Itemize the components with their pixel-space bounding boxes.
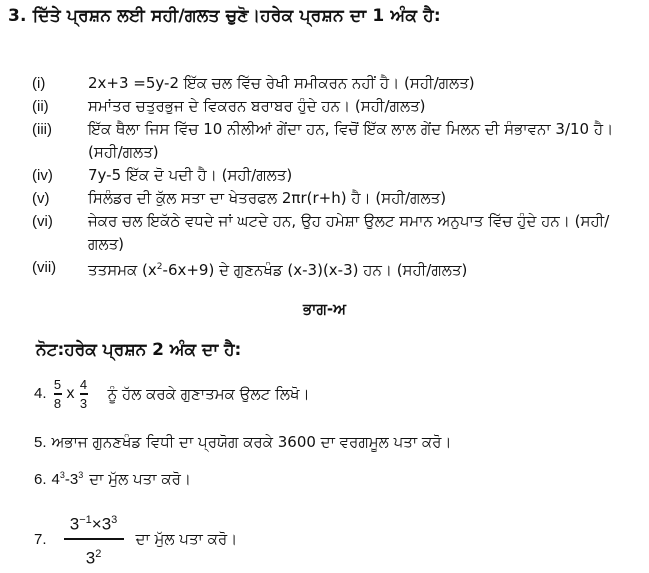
text-part: -6x+9) ਦੇ ਗੁਣਨਖੰਡ (x-3)(x-3) ਹਨ। (ਸਹੀ/ਗਲਤ) — [162, 261, 468, 279]
exponent: 3 — [111, 514, 118, 526]
section-title: ਭਾਗ-ਅ — [302, 300, 347, 318]
item-text: ਸਮਾਂਤਰ ਚਤੁਰਭੁਜ ਦੇ ਵਿਕਰਨ ਬਰਾਬਰ ਹੁੰਦੇ ਹਨ। (ਸਹੀ/ਗਲਤ) — [88, 97, 426, 115]
question-number: 4. — [34, 385, 47, 403]
section-3-heading: 3. ਦਿੱਤੇ ਪ੍ਰਸ਼ਨ ਲਈ ਸਹੀ/ਗਲਤ ਚੁਣੋ।ਹਰੇਕ ਪ੍ਰਸ਼ਨ ਦਾ 1 ਅੰਕ ਹੈ: — [8, 6, 441, 26]
question-number: 7. — [34, 530, 47, 548]
base: 3 — [101, 514, 112, 534]
question-text: ਅਭਾਜ ਗੁਨਣਖੰਡ ਵਿਧੀ ਦਾ ਪ੍ਰਯੋਗ ਕਰਕੇ 3600 ਦਾ ਵਰਗਮੂਲ ਪਤਾ ਕਰੋ। — [51, 433, 452, 451]
list-item — [32, 187, 642, 210]
list-item — [32, 95, 642, 118]
exponent: 2 — [95, 547, 102, 560]
item-number: (v) — [32, 190, 50, 207]
question-number: 5. — [34, 433, 47, 451]
question-text: ਦਾ ਮੁੱਲ ਪਤਾ ਕਰੋ। — [135, 530, 238, 549]
item-text: ਜੇਕਰ ਚਲ ਇਕੱਠੇ ਵਧਦੇ ਜਾਂ ਘਟਦੇ ਹਨ, ਉਹ ਹਮੇਸ਼ਾ ਉਲਟ ਸਮਾਨ ਅਨੁਪਾਤ ਵਿੱਚ ਹੁੰਦੇ ਹਨ। (ਸਹੀ/ਗਲਤ) — [88, 212, 610, 253]
list-item — [32, 164, 642, 187]
denominator: 3 — [79, 395, 88, 411]
denominator: 8 — [53, 395, 62, 411]
list-item — [32, 210, 642, 256]
list-item — [32, 256, 642, 282]
item-number: (iii) — [32, 121, 52, 138]
numerator: 5 — [53, 377, 62, 392]
numerator: 4 — [79, 377, 88, 392]
base: 3 — [69, 514, 80, 534]
fraction — [64, 510, 124, 568]
times-sign: × — [91, 514, 102, 534]
item-number: (vi) — [32, 213, 53, 230]
superscript: 2 — [156, 262, 163, 272]
question-5 — [34, 433, 452, 451]
item-number: (i) — [32, 75, 46, 92]
true-false-list — [32, 72, 642, 282]
base: 3 — [85, 548, 96, 568]
item-text: ਸਿਲੰਡਰ ਦੀ ਕੁੱਲ ਸਤਾ ਦਾ ਖੇਤਰਫਲ 2πr(r+h) ਹੈ। (ਸਹੀ/ਗਲਤ) — [88, 189, 447, 207]
exponent: −1 — [79, 514, 92, 526]
fraction-bar — [80, 393, 88, 395]
fraction — [80, 377, 88, 411]
exponent: 3 — [78, 470, 84, 480]
exponent: 3 — [59, 470, 65, 480]
item-number: (vii) — [32, 259, 57, 276]
item-text: 7y-5 ਇੱਕ ਦੋ ਪਦੀ ਹੈ। (ਸਹੀ/ਗਲਤ) — [88, 166, 293, 184]
times-sign: x — [66, 384, 75, 402]
item-text: ਇੱਕ ਥੈਲਾ ਜਿਸ ਵਿੱਚ 10 ਨੀਲੀਆਂ ਗੇਂਦਾ ਹਨ, ਵਿਚੋਂ ਇੱਕ ਲਾਲ ਗੇਂਦ ਮਿਲਨ ਦੀ ਸੰਭਾਵਨਾ 3/10 ਹੈ।(ਸਹੀ/ਗਲਤ) — [88, 120, 614, 161]
base: 4 — [51, 471, 60, 488]
expression — [52, 470, 84, 488]
item-number: (ii) — [32, 98, 49, 115]
text-part: ਤਤਸਮਕ (x — [88, 261, 157, 279]
item-number: (iv) — [32, 167, 53, 184]
fraction — [54, 377, 62, 411]
question-text: ਦਾ ਮੁੱਲ ਪਤਾ ਕਰੋ। — [89, 470, 191, 488]
question-4 — [34, 377, 310, 411]
minus-sign: - — [64, 471, 70, 488]
question-text: ਨੂੰ ਹੱਲ ਕਰਕੇ ਗੁਣਾਤਮਕ ਉਲਟ ਲਿਖੋ। — [107, 384, 310, 403]
question-6 — [34, 470, 191, 488]
list-item — [32, 72, 642, 95]
note-heading: ਨੋਟ:ਹਰੇਕ ਪ੍ਰਸ਼ਨ 2 ਅੰਕ ਦਾ ਹੈ: — [36, 340, 242, 360]
denominator — [86, 544, 102, 569]
item-text — [88, 256, 642, 282]
question-number: 6. — [34, 470, 47, 488]
fraction-bar — [54, 393, 62, 395]
list-item — [32, 118, 642, 164]
item-text: 2x+3 =5y-2 ਇੱਕ ਚਲ ਵਿੱਚ ਰੇਖੀ ਸਮੀਕਰਨ ਨਹੀਂ ਹੈ। (ਸਹੀ/ਗਲਤ) — [88, 74, 475, 92]
base: 3 — [69, 471, 79, 488]
question-7 — [34, 510, 237, 568]
fraction-bar — [64, 538, 124, 540]
numerator — [70, 510, 118, 535]
